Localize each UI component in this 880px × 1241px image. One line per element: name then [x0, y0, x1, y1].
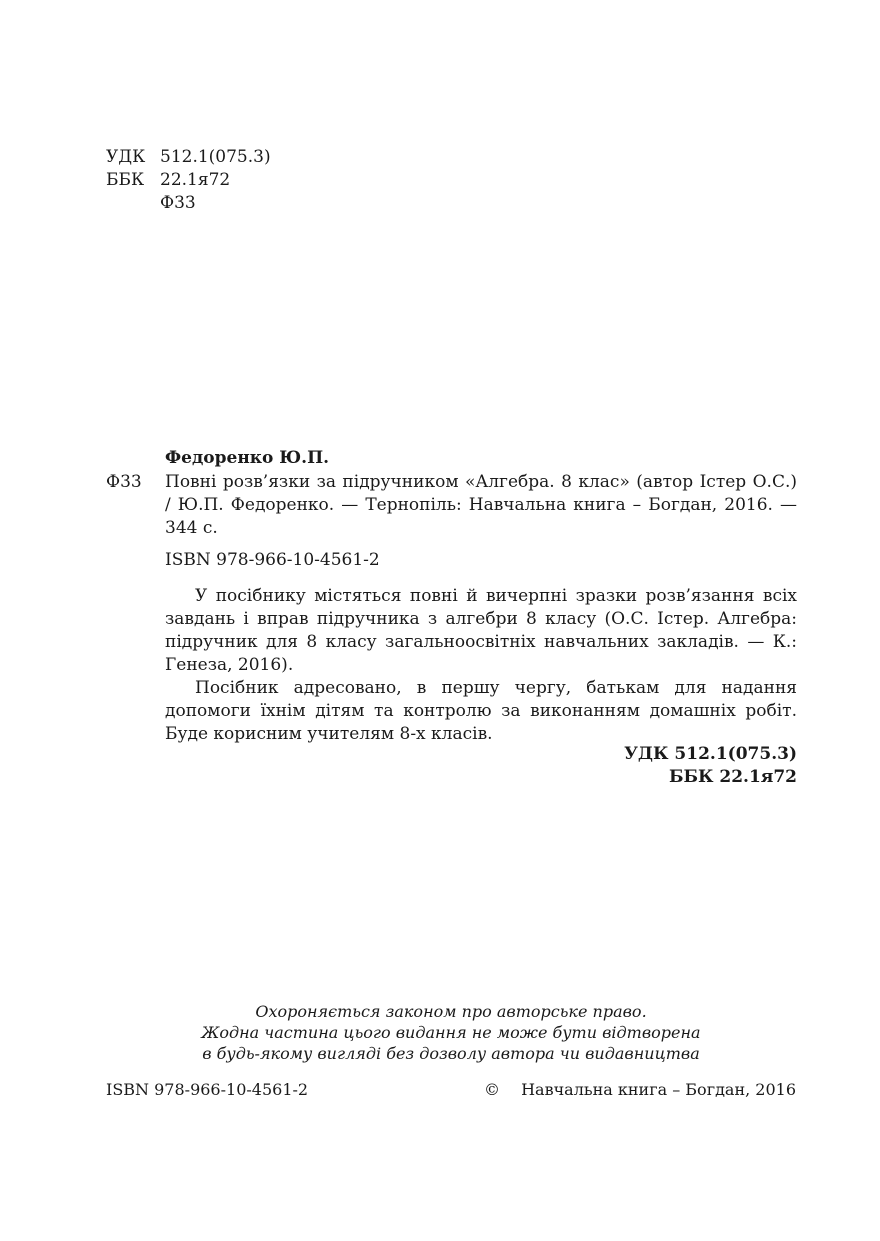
classification-codes — [106, 146, 271, 215]
notice-line-2: Жодна частина цього видання не може бути відтворена — [201, 1023, 701, 1042]
catalog-author-mark: Ф33 — [106, 472, 142, 492]
udk-label: УДК — [106, 147, 146, 167]
author-mark: Ф33 — [160, 193, 196, 213]
notice-line-1: Охороняється законом про авторське право. — [255, 1002, 647, 1021]
author-mark-row — [106, 192, 271, 215]
copyright-symbol: © — [484, 1080, 500, 1099]
abstract — [165, 585, 797, 746]
abstract-udk: УДК 512.1(075.3) — [624, 744, 797, 764]
abstract-paragraph-2: Посібник адресовано, в першу чергу, батькам для надання допомоги їхнім дітям та контролю за виконанням домашніх робіт. Буде корисним учителям 8-х класів. — [165, 678, 797, 744]
footer-copyright — [484, 1078, 796, 1101]
footer-isbn: ISBN 978-966-10-4561-2 — [106, 1080, 309, 1099]
catalog-description: Повні розв’язки за підручником «Алгебра. 8 клас» (автор Істер О.С.) / Ю.П. Федоренко. — Тернопіль: Навчальна книга – Богдан, 2016. — 344 с. — [165, 472, 797, 538]
abstract-bbk: ББК 22.1я72 — [668, 767, 797, 787]
copyright-notice — [106, 1001, 796, 1064]
catalog-author: Федоренко Ю.П. — [165, 448, 330, 468]
bbk-label: ББК — [106, 170, 145, 190]
catalog-isbn: ISBN 978-966-10-4561-2 — [165, 550, 380, 570]
udk-row — [106, 146, 271, 169]
bbk-row — [106, 169, 271, 192]
udk-value: 512.1(075.3) — [160, 147, 271, 167]
notice-line-3: в будь-якому вигляді без дозволу автора чи видавництва — [202, 1044, 700, 1063]
footer-publisher: Навчальна книга – Богдан, 2016 — [521, 1080, 797, 1099]
abstract-paragraph-1: У посібнику містяться повні й вичерпні зразки розв’язання всіх завдань і вправ підручника з алгебри 8 класу (О.С. Істер. Алгебра: підручник для 8 класу загальноосвітніх навчальних закладів. — К.: Генеза, 2016). — [165, 586, 797, 675]
abstract-codes — [165, 743, 797, 789]
bbk-value: 22.1я72 — [160, 170, 231, 190]
